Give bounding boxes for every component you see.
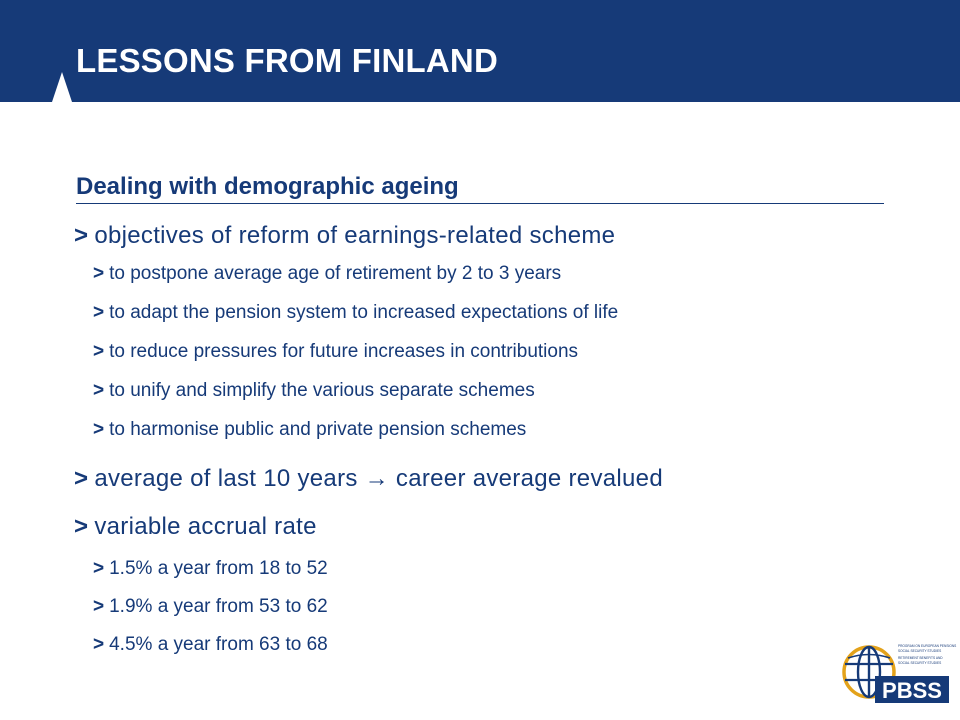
sub-bullet — [93, 380, 535, 402]
section-heading: Dealing with demographic ageing — [76, 173, 459, 200]
sub-bullet-text: to reduce pressures for future increases in contributions — [109, 341, 579, 362]
svg-text:SOCIAL SECURITY STUDIES: SOCIAL SECURITY STUDIES — [898, 661, 942, 665]
sub-bullet-text: 1.5% a year from 18 to 52 — [109, 558, 328, 579]
sub-bullet-text: 4.5% a year from 63 to 68 — [109, 634, 328, 655]
svg-text:SOCIAL SECURITY STUDIES: SOCIAL SECURITY STUDIES — [898, 649, 942, 653]
bullet-marker: > — [93, 263, 105, 284]
sub-bullet-text: 1.9% a year from 53 to 62 — [109, 596, 328, 617]
sub-bullet — [93, 419, 526, 441]
bullet-marker: > — [93, 341, 105, 362]
svg-text:RETIREMENT BENEFITS AND: RETIREMENT BENEFITS AND — [898, 656, 943, 660]
bullet-text: variable accrual rate — [94, 513, 317, 540]
sub-bullet — [93, 263, 561, 285]
sub-bullet-text: to postpone average age of retirement by 2 to 3 years — [109, 263, 562, 284]
header-notch — [52, 72, 72, 102]
sub-bullet — [93, 302, 618, 324]
bullet-text: objectives of reform of earnings-related scheme — [94, 222, 616, 249]
sub-bullet — [93, 341, 578, 363]
sub-bullet — [93, 558, 328, 580]
sub-bullet-text: to adapt the pension system to increased expectations of life — [109, 302, 619, 323]
bullet-text: average of last 10 years → career average revalued — [94, 465, 663, 492]
bullet-accrual-rate — [74, 513, 317, 541]
logo-name: PBSS — [882, 678, 942, 703]
bullet-objectives — [74, 222, 615, 250]
bullet-marker: > — [74, 222, 89, 249]
sub-bullet — [93, 596, 328, 618]
pbss-logo — [842, 638, 957, 704]
bullet-marker: > — [93, 419, 105, 440]
bullet-marker: > — [93, 380, 105, 401]
sub-bullet-text: to harmonise public and private pension schemes — [109, 419, 527, 440]
bullet-marker: > — [93, 634, 105, 655]
bullet-marker: > — [93, 596, 105, 617]
heading-rule — [76, 203, 884, 204]
bullet-marker: > — [93, 558, 105, 579]
svg-text:PROGRAM ON EUROPEAN PENSIONS: PROGRAM ON EUROPEAN PENSIONS — [898, 644, 957, 648]
sub-bullet-text: to unify and simplify the various separate schemes — [109, 380, 535, 401]
bullet-marker: > — [74, 513, 89, 540]
bullet-marker: > — [93, 302, 105, 323]
slide-title: LESSONS FROM FINLAND — [76, 42, 498, 79]
sub-bullet — [93, 634, 328, 656]
bullet-career-average — [74, 465, 663, 493]
bullet-marker: > — [74, 465, 89, 492]
